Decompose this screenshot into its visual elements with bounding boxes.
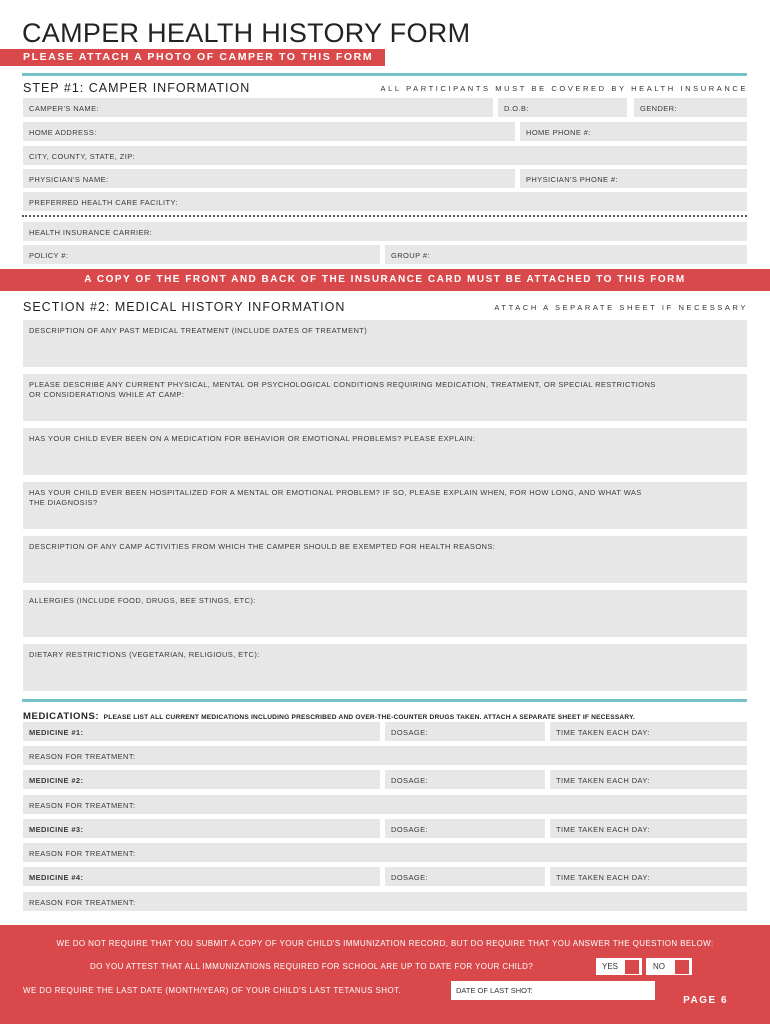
reason-1-field[interactable]: REASON FOR TREATMENT: xyxy=(23,746,747,765)
no-label: NO xyxy=(653,962,665,971)
current-conditions-label-2: OR CONSIDERATIONS WHILE AT CAMP: xyxy=(29,390,185,400)
campers-name-field[interactable]: CAMPER'S NAME: xyxy=(23,98,493,117)
dosage-4-field[interactable]: DOSAGE: xyxy=(385,867,545,886)
policy-field[interactable]: POLICY #: xyxy=(23,245,380,264)
immunization-question: DO YOU ATTEST THAT ALL IMMUNIZATIONS REQUIRED FOR SCHOOL ARE UP TO DATE FOR YOUR CHILD? xyxy=(90,962,534,971)
divider xyxy=(22,699,747,702)
hospitalized-field[interactable] xyxy=(23,482,747,529)
home-phone-field[interactable]: HOME PHONE #: xyxy=(520,122,747,141)
time-1-field[interactable]: TIME TAKEN EACH DAY: xyxy=(550,722,747,741)
dotted-divider xyxy=(22,215,747,217)
physician-name-field[interactable]: PHYSICIAN'S NAME: xyxy=(23,169,515,188)
yes-option[interactable] xyxy=(596,958,642,975)
immunization-footer xyxy=(0,925,770,1024)
dob-field[interactable]: D.O.B: xyxy=(498,98,627,117)
behavior-medication-label: HAS YOUR CHILD EVER BEEN ON A MEDICATION FOR BEHAVIOR OR EMOTIONAL PROBLEMS? PLEASE EXPLAIN: xyxy=(29,434,476,443)
behavior-medication-field[interactable] xyxy=(23,428,747,475)
dosage-3-field[interactable]: DOSAGE: xyxy=(385,819,545,838)
step1-note: ALL PARTICIPANTS MUST BE COVERED BY HEALTH INSURANCE xyxy=(380,84,748,93)
group-field[interactable]: GROUP #: xyxy=(385,245,747,264)
gender-field[interactable]: GENDER: xyxy=(634,98,747,117)
medications-heading: MEDICATIONS: xyxy=(23,711,100,722)
reason-2-field[interactable]: REASON FOR TREATMENT: xyxy=(23,795,747,814)
time-4-field[interactable]: TIME TAKEN EACH DAY: xyxy=(550,867,747,886)
hospitalized-label-1: HAS YOUR CHILD EVER BEEN HOSPITALIZED FOR A MENTAL OR EMOTIONAL PROBLEM? IF SO, PLEASE EXPLAIN WHEN, FOR HOW LONG, AND WHAT WAS xyxy=(29,488,642,497)
page-title: CAMPER HEALTH HISTORY FORM xyxy=(22,18,471,48)
reason-3-field[interactable]: REASON FOR TREATMENT: xyxy=(23,843,747,862)
hospitalized-label-2: THE DIAGNOSIS? xyxy=(29,498,98,508)
past-treatment-label: DESCRIPTION OF ANY PAST MEDICAL TREATMENT (INCLUDE DATES OF TREATMENT) xyxy=(29,326,368,335)
section2-heading: SECTION #2: MEDICAL HISTORY INFORMATION xyxy=(23,300,346,314)
tetanus-date-field[interactable]: DATE OF LAST SHOT: xyxy=(451,981,655,1000)
medications-note: PLEASE LIST ALL CURRENT MEDICATIONS INCLUDING PRESCRIBED AND OVER-THE-COUNTER DRUGS TAKEN. ATTACH A SEPARATE SHEET IF NECESSARY. xyxy=(103,714,636,721)
exempted-activities-label: DESCRIPTION OF ANY CAMP ACTIVITIES FROM WHICH THE CAMPER SHOULD BE EXEMPTED FOR HEALTH REASONS: xyxy=(29,542,496,551)
dietary-label: DIETARY RESTRICTIONS (VEGETARIAN, RELIGIOUS, ETC): xyxy=(29,650,260,659)
immunization-note: WE DO NOT REQUIRE THAT YOU SUBMIT A COPY OF YOUR CHILD'S IMMUNIZATION RECORD, BUT DO REQUIRE THAT YOU ANSWER THE QUESTION BELOW: xyxy=(56,939,714,948)
facility-field[interactable]: PREFERRED HEALTH CARE FACILITY: xyxy=(23,192,747,211)
divider xyxy=(22,73,747,76)
allergies-field[interactable] xyxy=(23,590,747,637)
medicine-3-field[interactable]: MEDICINE #3: xyxy=(23,819,380,838)
insurance-banner: A COPY OF THE FRONT AND BACK OF THE INSURANCE CARD MUST BE ATTACHED TO THIS FORM xyxy=(0,269,770,291)
current-conditions-label-1: PLEASE DESCRIBE ANY CURRENT PHYSICAL, MENTAL OR PSYCHOLOGICAL CONDITIONS REQUIRING MEDICATION, TREATMENT, OR SPECIAL RESTRICTIONS xyxy=(29,380,656,389)
time-3-field[interactable]: TIME TAKEN EACH DAY: xyxy=(550,819,747,838)
allergies-label: ALLERGIES (INCLUDE FOOD, DRUGS, BEE STINGS, ETC): xyxy=(29,596,256,605)
home-address-field[interactable]: HOME ADDRESS: xyxy=(23,122,515,141)
section2-note: ATTACH A SEPARATE SHEET IF NECESSARY xyxy=(494,303,748,312)
dosage-1-field[interactable]: DOSAGE: xyxy=(385,722,545,741)
exempted-activities-field[interactable] xyxy=(23,536,747,583)
dietary-field[interactable] xyxy=(23,644,747,691)
medicine-1-field[interactable]: MEDICINE #1: xyxy=(23,722,380,741)
yes-label: YES xyxy=(602,962,619,971)
yes-checkbox[interactable] xyxy=(625,960,639,974)
no-option[interactable] xyxy=(646,958,692,975)
reason-4-field[interactable]: REASON FOR TREATMENT: xyxy=(23,892,747,911)
medicine-2-field[interactable]: MEDICINE #2: xyxy=(23,770,380,789)
dosage-2-field[interactable]: DOSAGE: xyxy=(385,770,545,789)
time-2-field[interactable]: TIME TAKEN EACH DAY: xyxy=(550,770,747,789)
past-treatment-field[interactable] xyxy=(23,320,747,367)
physician-phone-field[interactable]: PHYSICIAN'S PHONE #: xyxy=(520,169,747,188)
page-number: PAGE 6 xyxy=(683,995,728,1006)
carrier-field[interactable]: HEALTH INSURANCE CARRIER: xyxy=(23,222,747,241)
photo-banner: PLEASE ATTACH A PHOTO OF CAMPER TO THIS FORM xyxy=(0,49,385,66)
step1-heading: STEP #1: CAMPER INFORMATION xyxy=(23,81,251,95)
medicine-4-field[interactable]: MEDICINE #4: xyxy=(23,867,380,886)
tetanus-note: WE DO REQUIRE THE LAST DATE (MONTH/YEAR) OF YOUR CHILD'S LAST TETANUS SHOT. xyxy=(23,986,402,995)
current-conditions-field[interactable] xyxy=(23,374,747,421)
no-checkbox[interactable] xyxy=(675,960,689,974)
city-field[interactable]: CITY, COUNTY, STATE, ZIP: xyxy=(23,146,747,165)
